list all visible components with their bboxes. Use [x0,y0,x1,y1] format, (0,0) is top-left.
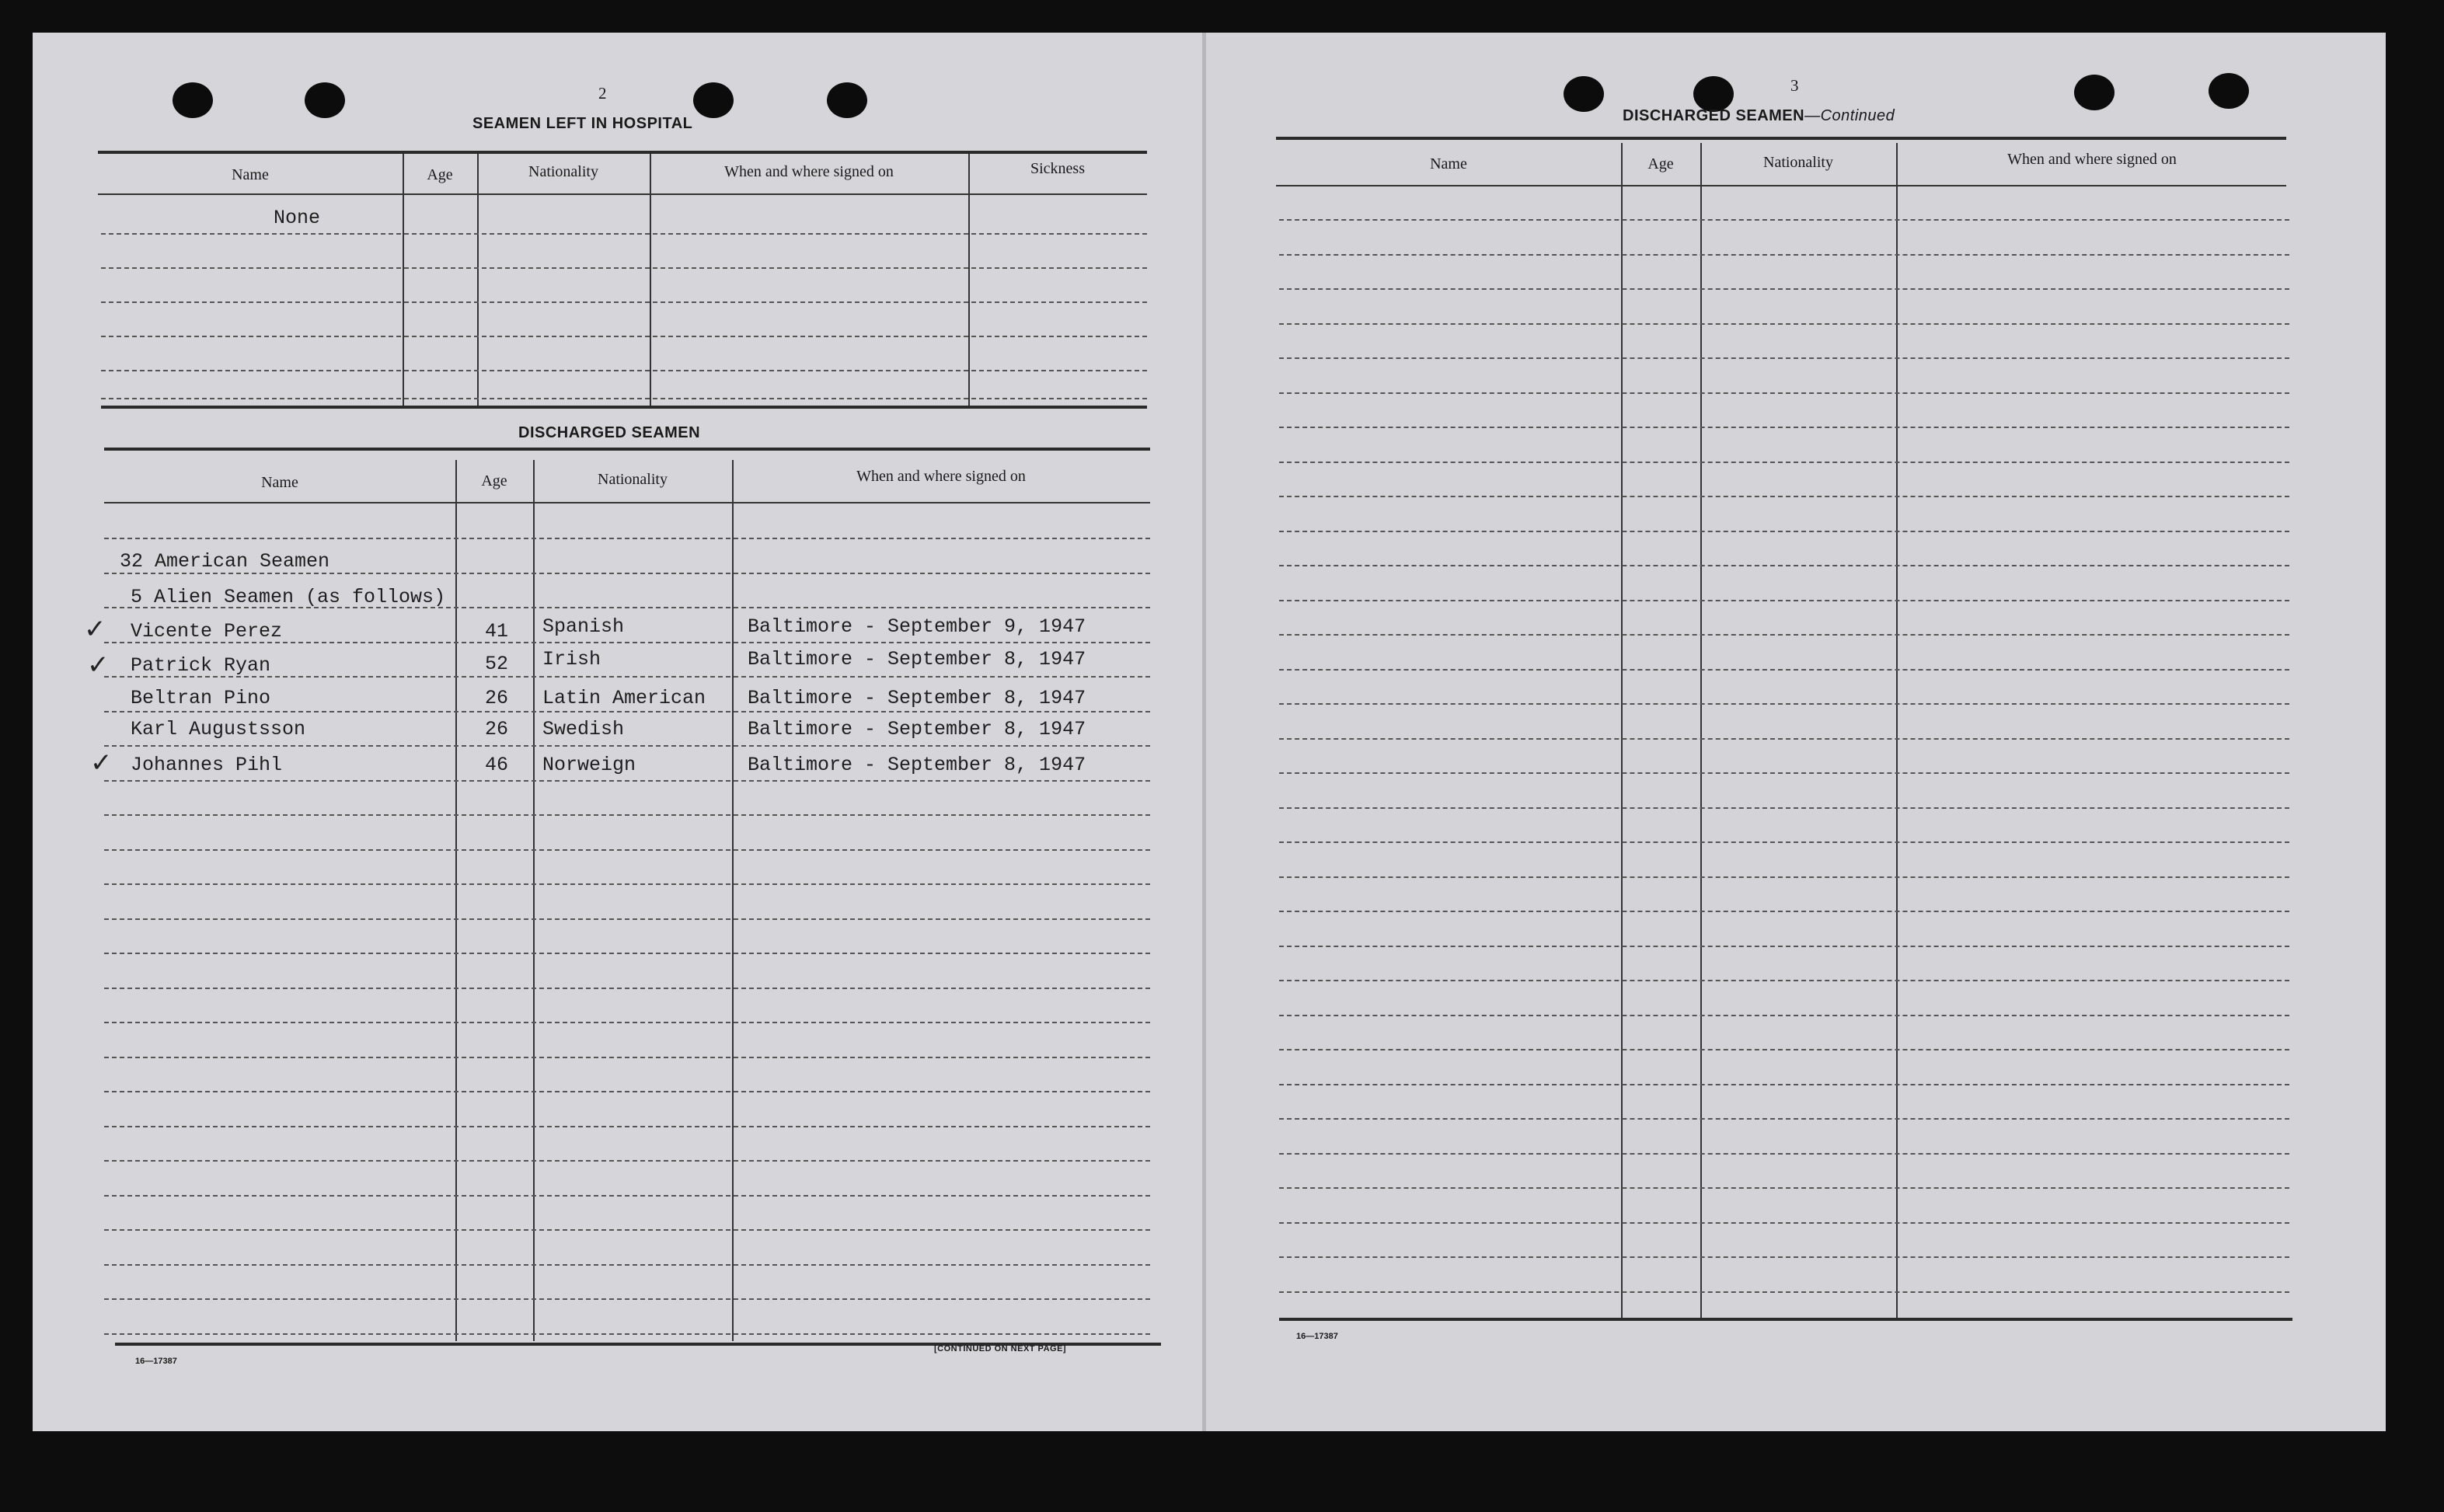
seaman-signed-on: Baltimore - September 8, 1947 [748,648,1086,671]
ruled-line [104,988,1150,989]
ruled-line [1279,1118,2289,1120]
ruled-line [1279,946,2289,947]
column-header-nationality: Nationality [598,471,668,488]
ruled-line [1279,219,2289,221]
column-header-nationality: Nationality [1763,154,1833,171]
column-divider [1700,143,1702,1318]
seaman-nationality: Spanish [542,615,625,638]
ruled-line [1279,807,2289,809]
ruled-line [104,1057,1150,1058]
ruled-line [101,336,1147,337]
ruled-line [1279,496,2289,497]
column-divider [1621,143,1623,1318]
table-rule [1276,185,2286,186]
ruled-line [101,301,1147,303]
seaman-name: Karl Augustsson [131,718,306,740]
ruled-line [1279,634,2289,636]
seaman-age: 26 [485,687,509,709]
seaman-age: 41 [485,620,509,643]
ruled-line [1279,1153,2289,1155]
seaman-nationality: Swedish [542,718,625,740]
punch-hole [827,82,867,118]
column-header-name: Name [261,474,298,491]
seaman-signed-on: Baltimore - September 8, 1947 [748,718,1086,740]
ruled-line [101,398,1147,399]
ruled-line [1279,600,2289,601]
form-number: 16—17387 [135,1357,177,1366]
continued-note: [CONTINUED ON NEXT PAGE] [934,1344,1067,1353]
ruled-line [104,1160,1150,1162]
seaman-signed-on: Baltimore - September 8, 1947 [748,754,1086,776]
discharged-section-title: DISCHARGED SEAMEN [518,424,701,441]
page-number: 2 [598,84,607,103]
table-rule [98,151,1147,154]
ruled-line [104,1126,1150,1127]
ruled-line [1279,1015,2289,1016]
ruled-line [104,745,1150,747]
hospital-entry: None [274,207,321,229]
ruled-line [101,370,1147,371]
ruled-line [104,1264,1150,1266]
column-divider [1896,143,1898,1318]
summary-line: 5 Alien Seamen (as follows) [131,586,446,608]
seaman-age: 26 [485,718,509,740]
column-divider [403,154,404,406]
check-mark: ✓ [84,614,106,645]
form-number: 16—17387 [1296,1332,1338,1341]
seaman-name: Beltran Pino [131,687,271,709]
seaman-name: Johannes Pihl [131,754,283,776]
column-header-name: Name [232,166,269,183]
ruled-line [1279,1256,2289,1258]
ruled-line [104,1022,1150,1023]
ruled-line [1279,738,2289,740]
table-rule [1276,137,2286,140]
discharged-continued-title [1623,107,1895,125]
ruled-line [1279,565,2289,566]
seaman-nationality: Latin American [542,687,706,709]
column-header-signed-on: When and where signed on [856,468,1026,485]
ruled-line [104,711,1150,712]
seaman-name: Vicente Perez [131,620,283,643]
ruled-line [1279,1222,2289,1224]
ruled-line [1279,1291,2289,1293]
ruled-line [101,267,1147,269]
seaman-name: Patrick Ryan [131,654,271,677]
ruled-line [1279,669,2289,671]
column-divider [968,154,970,406]
hospital-section-title: SEAMEN LEFT IN HOSPITAL [472,115,693,132]
ruled-line [1279,772,2289,774]
ruled-line [1279,876,2289,878]
table-rule [101,406,1147,409]
ruled-line [104,953,1150,954]
ruled-line [1279,703,2289,705]
ruled-line [104,883,1150,885]
column-divider [533,460,535,1341]
check-mark: ✓ [90,747,113,779]
ruled-line [1279,911,2289,912]
ruled-line [1279,427,2289,428]
table-rule [104,502,1150,503]
column-header-signed-on: When and where signed on [724,163,894,180]
column-header-signed-on: When and where signed on [2007,151,2177,168]
seaman-signed-on: Baltimore - September 8, 1947 [748,687,1086,709]
ruled-line [1279,841,2289,843]
column-header-sickness: Sickness [1030,160,1085,177]
ruled-line [104,1229,1150,1231]
ruled-line [1279,254,2289,256]
ruled-line [104,849,1150,851]
ruled-line [1279,323,2289,325]
ruled-line [1279,288,2289,290]
ruled-line [1279,392,2289,394]
column-divider [732,460,734,1341]
table-rule [1279,1318,2292,1321]
punch-hole [173,82,213,118]
ruled-line [104,1195,1150,1197]
ruled-line [1279,1049,2289,1050]
ruled-line [104,814,1150,816]
ruled-line [104,538,1150,539]
column-header-age: Age [1647,155,1674,172]
punch-hole [2074,75,2115,110]
ruled-line [1279,357,2289,359]
column-divider [477,154,479,406]
ruled-line [1279,462,2289,463]
ruled-line [104,918,1150,920]
seaman-nationality: Irish [542,648,601,671]
seaman-age: 52 [485,653,509,675]
ruled-line [1279,980,2289,981]
page-number: 3 [1790,76,1799,95]
punch-hole [305,82,345,118]
ruled-line [104,1298,1150,1300]
left-page [33,33,1206,1431]
title-suffix: —Continued [1804,107,1895,124]
table-rule [98,193,1147,195]
ruled-line [1279,1084,2289,1085]
table-rule [104,448,1150,451]
punch-hole [693,82,734,118]
check-mark: ✓ [87,650,110,681]
column-header-name: Name [1430,155,1467,172]
column-header-age: Age [481,472,507,489]
ruled-line [1279,531,2289,532]
title-main: DISCHARGED SEAMEN [1623,107,1805,124]
ruled-line [104,1091,1150,1092]
summary-line: 32 American Seamen [120,550,330,573]
seaman-nationality: Norweign [542,754,636,776]
right-page [1206,33,2386,1431]
seaman-age: 46 [485,754,509,776]
seaman-signed-on: Baltimore - September 9, 1947 [748,615,1086,638]
punch-hole [1564,76,1604,112]
column-divider [455,460,457,1341]
ruled-line [1279,1187,2289,1189]
column-divider [650,154,651,406]
column-header-age: Age [427,166,453,183]
ruled-line [101,233,1147,235]
column-header-nationality: Nationality [528,163,598,180]
ruled-line [104,1333,1150,1335]
ruled-line [104,780,1150,782]
punch-hole [2209,73,2249,109]
